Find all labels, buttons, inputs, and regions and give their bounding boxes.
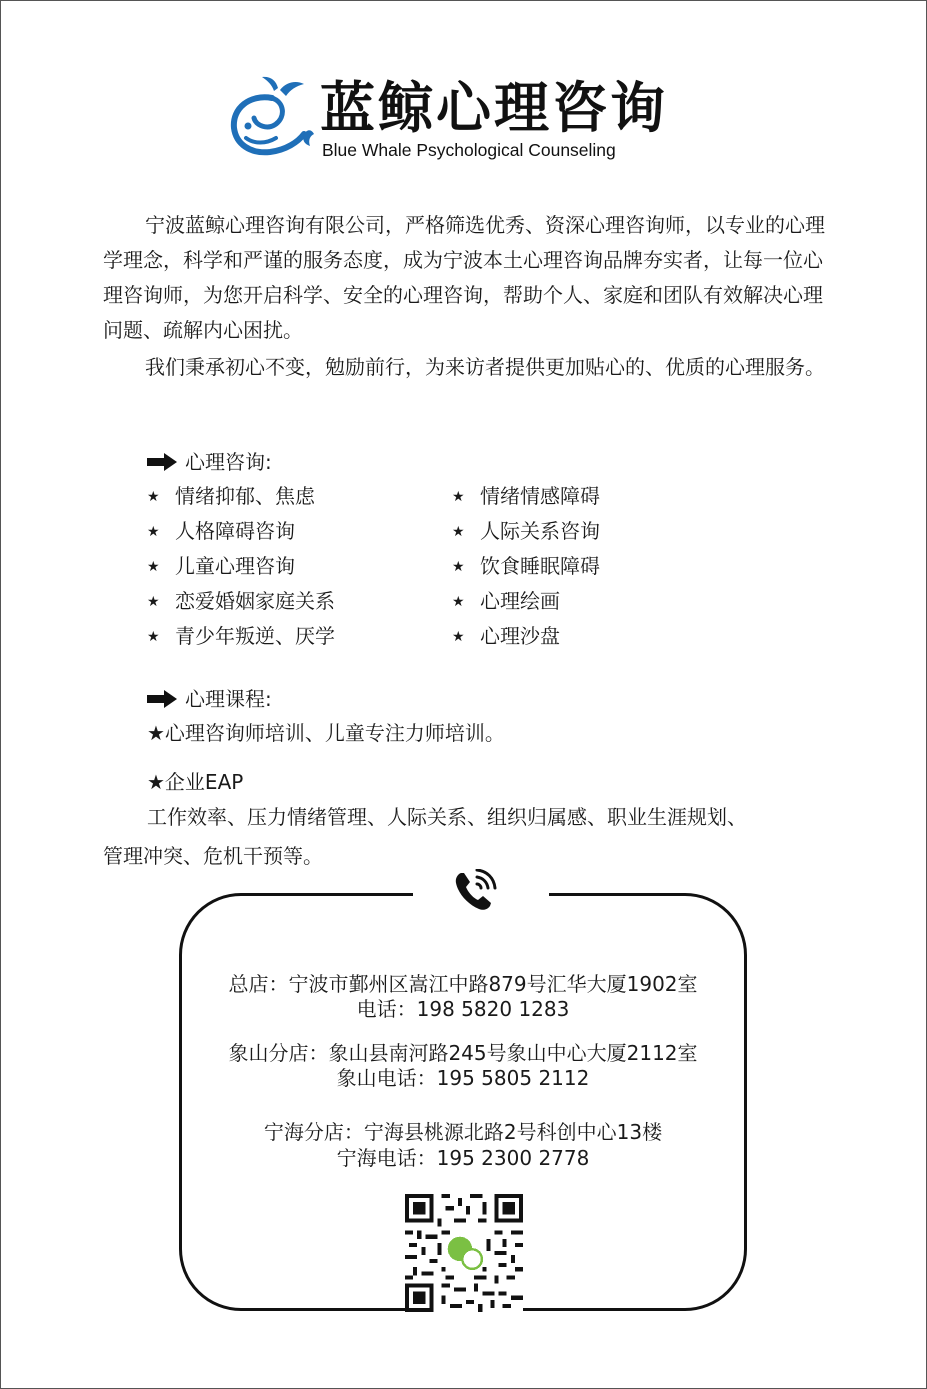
list-item: ★ 心理沙盘 — [452, 622, 560, 651]
list-item: ★ 饮食睡眠障碍 — [452, 552, 600, 581]
courses-heading-label: 心理课程: — [185, 687, 272, 711]
phone-icon — [453, 869, 497, 913]
star-icon: ★ — [147, 629, 160, 645]
qr-code[interactable] — [405, 1194, 523, 1312]
list-item: ★ 恋爱婚姻家庭关系 — [147, 587, 335, 616]
star-icon: ★ — [452, 594, 465, 610]
star-icon: ★ — [452, 629, 465, 645]
head-office-address: 总店：宁波市鄞州区嵩江中路879号汇华大厦1902室 — [228, 972, 698, 996]
list-item: ★ 人格障碍咨询 — [147, 517, 295, 546]
arrow-right-icon — [147, 453, 177, 471]
list-item: ★ 青少年叛逆、厌学 — [147, 622, 335, 651]
star-icon: ★ — [147, 524, 160, 540]
eap-line-2: 管理冲突、危机干预等。 — [103, 844, 323, 868]
eap-heading: ★企业EAP — [147, 770, 244, 794]
brand-subtitle: Blue Whale Psychological Counseling — [322, 140, 616, 160]
star-icon: ★ — [452, 489, 465, 505]
whale-logo-icon — [226, 72, 316, 162]
star-icon: ★ — [147, 489, 160, 505]
courses-heading — [147, 685, 272, 713]
list-item: ★ 情绪抑郁、焦虑 — [147, 482, 315, 511]
courses-item: ★心理咨询师培训、儿童专注力师培训。 — [147, 721, 505, 745]
head-office-phone[interactable]: 电话：198 5820 1283 — [356, 997, 570, 1021]
star-icon: ★ — [147, 559, 160, 575]
arrow-right-icon — [147, 690, 177, 708]
star-icon: ★ — [147, 594, 160, 610]
list-item: ★ 情绪情感障碍 — [452, 482, 600, 511]
list-item: ★ 心理绘画 — [452, 587, 560, 616]
list-item: ★ 儿童心理咨询 — [147, 552, 295, 581]
xiangshan-office-phone[interactable]: 象山电话：195 5805 2112 — [336, 1066, 590, 1090]
ninghai-office-address: 宁海分店：宁海县桃源北路2号科创中心13楼 — [263, 1120, 663, 1144]
counseling-heading — [147, 448, 272, 476]
intro-paragraph-1: 宁波蓝鲸心理咨询有限公司，严格筛选优秀、资深心理咨询师，以专业的心理学理念，科学和严谨的服务态度，成为宁波本土心理咨询品牌夯实者，让每一位心理咨询师，为您开启科学、安全的心理咨询，帮助个人、家庭和团队有效解决心理问题、疏解内心困扰。 — [103, 213, 825, 342]
star-icon: ★ — [452, 559, 465, 575]
list-item: ★ 人际关系咨询 — [452, 517, 600, 546]
ninghai-office-phone[interactable]: 宁海电话：195 2300 2778 — [336, 1146, 590, 1170]
xiangshan-office-address: 象山分店：象山县南河路245号象山中心大厦2112室 — [228, 1041, 698, 1065]
counseling-heading-label: 心理咨询: — [185, 450, 272, 474]
intro-paragraph-2: 我们秉承初心不变，勉励前行，为来访者提供更加贴心的、优质的心理服务。 — [145, 355, 825, 379]
eap-line-1: 工作效率、压力情绪管理、人际关系、组织归属感、职业生涯规划、 — [147, 805, 747, 829]
brand-title: 蓝鲸心理咨询 — [320, 76, 669, 140]
star-icon: ★ — [452, 524, 465, 540]
